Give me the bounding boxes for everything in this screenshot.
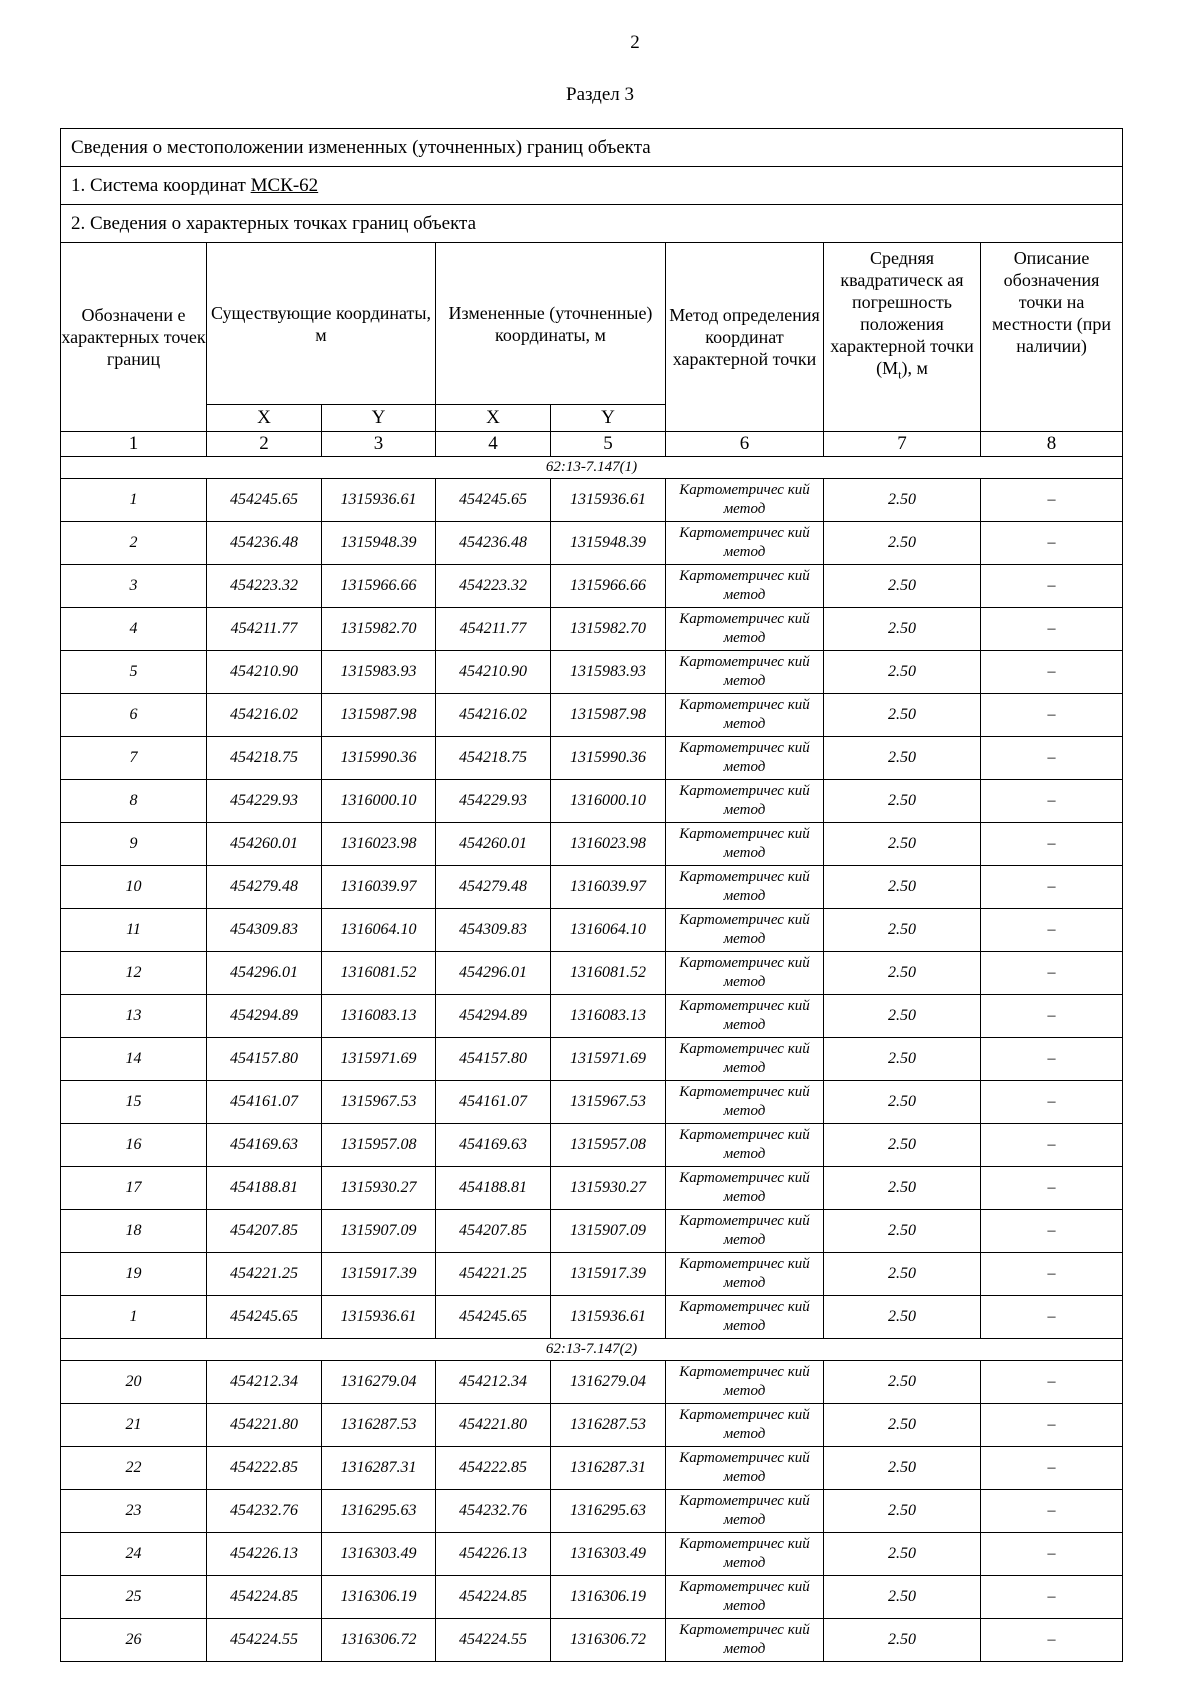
description-cell: – xyxy=(981,737,1123,780)
changed-y-cell: 1316287.31 xyxy=(551,1447,666,1490)
table-row xyxy=(61,1167,1123,1210)
changed-x-cell: 454309.83 xyxy=(436,909,551,952)
error-cell: 2.50 xyxy=(824,608,981,651)
existing-x-cell: 454188.81 xyxy=(207,1167,322,1210)
method-cell: Картометричес кий метод xyxy=(666,1038,824,1081)
method-cell: Картометричес кий метод xyxy=(666,1210,824,1253)
point-number-cell: 13 xyxy=(61,995,207,1038)
error-cell: 2.50 xyxy=(824,823,981,866)
method-cell: Картометричес кий метод xyxy=(666,866,824,909)
existing-x-cell: 454218.75 xyxy=(207,737,322,780)
point-number-cell: 17 xyxy=(61,1167,207,1210)
point-number-cell: 20 xyxy=(61,1361,207,1404)
column-number: 5 xyxy=(551,432,666,457)
existing-x-cell: 454211.77 xyxy=(207,608,322,651)
header-y-changed: Y xyxy=(551,405,666,432)
description-cell: – xyxy=(981,866,1123,909)
column-number: 7 xyxy=(824,432,981,457)
point-number-cell: 18 xyxy=(61,1210,207,1253)
table-row xyxy=(61,1447,1123,1490)
existing-x-cell: 454157.80 xyxy=(207,1038,322,1081)
method-cell: Картометричес кий метод xyxy=(666,608,824,651)
point-number-cell: 3 xyxy=(61,565,207,608)
changed-x-cell: 454245.65 xyxy=(436,1296,551,1339)
column-number: 4 xyxy=(436,432,551,457)
changed-x-cell: 454223.32 xyxy=(436,565,551,608)
description-cell: – xyxy=(981,1619,1123,1662)
table-row xyxy=(61,1533,1123,1576)
changed-x-cell: 454224.55 xyxy=(436,1619,551,1662)
column-number: 1 xyxy=(61,432,207,457)
header-mean-square-error xyxy=(824,243,981,432)
existing-y-cell: 1316303.49 xyxy=(322,1533,436,1576)
existing-y-cell: 1315917.39 xyxy=(322,1253,436,1296)
error-cell: 2.50 xyxy=(824,565,981,608)
point-number-cell: 21 xyxy=(61,1404,207,1447)
changed-y-cell: 1316081.52 xyxy=(551,952,666,995)
error-cell: 2.50 xyxy=(824,1619,981,1662)
table-row xyxy=(61,1253,1123,1296)
point-number-cell: 15 xyxy=(61,1081,207,1124)
table-row xyxy=(61,1576,1123,1619)
error-cell: 2.50 xyxy=(824,694,981,737)
changed-y-cell: 1316039.97 xyxy=(551,866,666,909)
changed-y-cell: 1315936.61 xyxy=(551,1296,666,1339)
description-cell: – xyxy=(981,909,1123,952)
changed-x-cell: 454236.48 xyxy=(436,522,551,565)
changed-y-cell: 1316083.13 xyxy=(551,995,666,1038)
existing-x-cell: 454245.65 xyxy=(207,479,322,522)
error-cell: 2.50 xyxy=(824,866,981,909)
point-number-cell: 16 xyxy=(61,1124,207,1167)
existing-x-cell: 454169.63 xyxy=(207,1124,322,1167)
info-row-title xyxy=(61,129,1123,167)
changed-x-cell: 454216.02 xyxy=(436,694,551,737)
point-number-cell: 4 xyxy=(61,608,207,651)
table-row xyxy=(61,694,1123,737)
table-row xyxy=(61,737,1123,780)
table-row xyxy=(61,823,1123,866)
existing-x-cell: 454232.76 xyxy=(207,1490,322,1533)
method-cell: Картометричес кий метод xyxy=(666,995,824,1038)
table-row xyxy=(61,608,1123,651)
changed-y-cell: 1315907.09 xyxy=(551,1210,666,1253)
method-cell: Картометричес кий метод xyxy=(666,1490,824,1533)
point-number-cell: 7 xyxy=(61,737,207,780)
column-number: 2 xyxy=(207,432,322,457)
changed-x-cell: 454161.07 xyxy=(436,1081,551,1124)
header-point-designation: Обозначени е характерных точек границ xyxy=(61,243,207,432)
parcel-group-row xyxy=(61,1339,1123,1361)
existing-y-cell: 1315971.69 xyxy=(322,1038,436,1081)
coord-system-cell xyxy=(61,167,1123,205)
changed-x-cell: 454169.63 xyxy=(436,1124,551,1167)
table-row xyxy=(61,909,1123,952)
changed-y-cell: 1315957.08 xyxy=(551,1124,666,1167)
existing-x-cell: 454224.85 xyxy=(207,1576,322,1619)
error-cell: 2.50 xyxy=(824,651,981,694)
existing-y-cell: 1316083.13 xyxy=(322,995,436,1038)
method-cell: Картометричес кий метод xyxy=(666,1576,824,1619)
column-numbers-row xyxy=(61,432,1123,457)
point-number-cell: 26 xyxy=(61,1619,207,1662)
changed-x-cell: 454188.81 xyxy=(436,1167,551,1210)
existing-y-cell: 1315930.27 xyxy=(322,1167,436,1210)
changed-x-cell: 454260.01 xyxy=(436,823,551,866)
changed-y-cell: 1316303.49 xyxy=(551,1533,666,1576)
existing-x-cell: 454229.93 xyxy=(207,780,322,823)
description-cell: – xyxy=(981,1533,1123,1576)
existing-y-cell: 1315948.39 xyxy=(322,522,436,565)
existing-x-cell: 454223.32 xyxy=(207,565,322,608)
existing-x-cell: 454222.85 xyxy=(207,1447,322,1490)
table-row xyxy=(61,522,1123,565)
method-cell: Картометричес кий метод xyxy=(666,780,824,823)
changed-y-cell: 1316023.98 xyxy=(551,823,666,866)
changed-x-cell: 454232.76 xyxy=(436,1490,551,1533)
header-row xyxy=(61,243,1123,405)
error-cell: 2.50 xyxy=(824,479,981,522)
existing-y-cell: 1316279.04 xyxy=(322,1361,436,1404)
header-error-suffix: ), м xyxy=(901,358,928,378)
method-cell: Картометричес кий метод xyxy=(666,1361,824,1404)
method-cell: Картометричес кий метод xyxy=(666,1253,824,1296)
existing-y-cell: 1316000.10 xyxy=(322,780,436,823)
existing-x-cell: 454212.34 xyxy=(207,1361,322,1404)
description-cell: – xyxy=(981,1576,1123,1619)
existing-x-cell: 454294.89 xyxy=(207,995,322,1038)
table-row xyxy=(61,1081,1123,1124)
changed-x-cell: 454207.85 xyxy=(436,1210,551,1253)
existing-x-cell: 454279.48 xyxy=(207,866,322,909)
error-cell: 2.50 xyxy=(824,1124,981,1167)
table-row xyxy=(61,479,1123,522)
description-cell: – xyxy=(981,522,1123,565)
description-cell: – xyxy=(981,1253,1123,1296)
error-cell: 2.50 xyxy=(824,909,981,952)
section-title: Раздел 3 xyxy=(566,84,634,105)
error-cell: 2.50 xyxy=(824,952,981,995)
changed-x-cell: 454221.25 xyxy=(436,1253,551,1296)
description-cell: – xyxy=(981,1490,1123,1533)
error-cell: 2.50 xyxy=(824,1038,981,1081)
header-existing-coords: Существующие координаты, м xyxy=(207,243,436,405)
table-row xyxy=(61,1038,1123,1081)
existing-y-cell: 1316287.53 xyxy=(322,1404,436,1447)
description-cell: – xyxy=(981,565,1123,608)
changed-y-cell: 1315990.36 xyxy=(551,737,666,780)
description-cell: – xyxy=(981,1124,1123,1167)
method-cell: Картометричес кий метод xyxy=(666,694,824,737)
point-number-cell: 14 xyxy=(61,1038,207,1081)
header-x-existing: X xyxy=(207,405,322,432)
changed-y-cell: 1315983.93 xyxy=(551,651,666,694)
changed-y-cell: 1316306.72 xyxy=(551,1619,666,1662)
existing-y-cell: 1316306.19 xyxy=(322,1576,436,1619)
header-error-sub: t xyxy=(898,367,902,382)
description-cell: – xyxy=(981,1038,1123,1081)
existing-y-cell: 1316039.97 xyxy=(322,866,436,909)
point-number-cell: 6 xyxy=(61,694,207,737)
column-number: 6 xyxy=(666,432,824,457)
method-cell: Картометричес кий метод xyxy=(666,1447,824,1490)
existing-x-cell: 454221.80 xyxy=(207,1404,322,1447)
existing-x-cell: 454210.90 xyxy=(207,651,322,694)
column-number: 3 xyxy=(322,432,436,457)
changed-x-cell: 454210.90 xyxy=(436,651,551,694)
error-cell: 2.50 xyxy=(824,780,981,823)
error-cell: 2.50 xyxy=(824,1167,981,1210)
changed-y-cell: 1316279.04 xyxy=(551,1361,666,1404)
changed-y-cell: 1315948.39 xyxy=(551,522,666,565)
parcel-group-row xyxy=(61,457,1123,479)
existing-y-cell: 1315936.61 xyxy=(322,1296,436,1339)
method-cell: Картометричес кий метод xyxy=(666,1296,824,1339)
point-number-cell: 11 xyxy=(61,909,207,952)
existing-x-cell: 454226.13 xyxy=(207,1533,322,1576)
changed-x-cell: 454294.89 xyxy=(436,995,551,1038)
point-number-cell: 25 xyxy=(61,1576,207,1619)
existing-y-cell: 1315957.08 xyxy=(322,1124,436,1167)
description-cell: – xyxy=(981,1167,1123,1210)
error-cell: 2.50 xyxy=(824,1404,981,1447)
error-cell: 2.50 xyxy=(824,1447,981,1490)
info-row-points xyxy=(61,205,1123,243)
method-cell: Картометричес кий метод xyxy=(666,1167,824,1210)
description-cell: – xyxy=(981,608,1123,651)
existing-x-cell: 454161.07 xyxy=(207,1081,322,1124)
method-cell: Картометричес кий метод xyxy=(666,909,824,952)
error-cell: 2.50 xyxy=(824,737,981,780)
existing-x-cell: 454221.25 xyxy=(207,1253,322,1296)
table-row xyxy=(61,1210,1123,1253)
error-cell: 2.50 xyxy=(824,1490,981,1533)
table-row xyxy=(61,651,1123,694)
changed-x-cell: 454218.75 xyxy=(436,737,551,780)
point-number-cell: 1 xyxy=(61,1296,207,1339)
header-y-existing: Y xyxy=(322,405,436,432)
info-title: Сведения о местоположении измененных (уточненных) границ объекта xyxy=(61,129,1123,167)
existing-y-cell: 1315987.98 xyxy=(322,694,436,737)
existing-x-cell: 454216.02 xyxy=(207,694,322,737)
existing-y-cell: 1315907.09 xyxy=(322,1210,436,1253)
error-cell: 2.50 xyxy=(824,522,981,565)
point-number-cell: 5 xyxy=(61,651,207,694)
point-number-cell: 2 xyxy=(61,522,207,565)
table-row xyxy=(61,1404,1123,1447)
existing-x-cell: 454207.85 xyxy=(207,1210,322,1253)
method-cell: Картометричес кий метод xyxy=(666,952,824,995)
changed-x-cell: 454157.80 xyxy=(436,1038,551,1081)
existing-y-cell: 1316064.10 xyxy=(322,909,436,952)
description-cell: – xyxy=(981,1447,1123,1490)
method-cell: Картометричес кий метод xyxy=(666,823,824,866)
table-row xyxy=(61,780,1123,823)
description-cell: – xyxy=(981,995,1123,1038)
coord-system-value: МСК-62 xyxy=(250,174,319,196)
changed-y-cell: 1315966.66 xyxy=(551,565,666,608)
existing-y-cell: 1315990.36 xyxy=(322,737,436,780)
existing-y-cell: 1315983.93 xyxy=(322,651,436,694)
point-number-cell: 19 xyxy=(61,1253,207,1296)
table-row xyxy=(61,1490,1123,1533)
point-number-cell: 1 xyxy=(61,479,207,522)
error-cell: 2.50 xyxy=(824,1253,981,1296)
point-number-cell: 23 xyxy=(61,1490,207,1533)
header-error-prefix: Средняя квадратическ ая погрешность положения характерной точки (M xyxy=(830,248,974,378)
method-cell: Картометричес кий метод xyxy=(666,565,824,608)
table-row xyxy=(61,1296,1123,1339)
changed-x-cell: 454296.01 xyxy=(436,952,551,995)
existing-x-cell: 454309.83 xyxy=(207,909,322,952)
point-number-cell: 9 xyxy=(61,823,207,866)
changed-y-cell: 1315982.70 xyxy=(551,608,666,651)
existing-y-cell: 1315966.66 xyxy=(322,565,436,608)
point-number-cell: 24 xyxy=(61,1533,207,1576)
method-cell: Картометричес кий метод xyxy=(666,479,824,522)
method-cell: Картометричес кий метод xyxy=(666,1404,824,1447)
column-number: 8 xyxy=(981,432,1123,457)
changed-y-cell: 1315987.98 xyxy=(551,694,666,737)
existing-y-cell: 1315936.61 xyxy=(322,479,436,522)
existing-y-cell: 1316306.72 xyxy=(322,1619,436,1662)
changed-x-cell: 454279.48 xyxy=(436,866,551,909)
changed-y-cell: 1316306.19 xyxy=(551,1576,666,1619)
existing-y-cell: 1315967.53 xyxy=(322,1081,436,1124)
changed-y-cell: 1316064.10 xyxy=(551,909,666,952)
header-changed-coords: Измененные (уточненные) координаты, м xyxy=(436,243,666,405)
existing-y-cell: 1315982.70 xyxy=(322,608,436,651)
changed-x-cell: 454222.85 xyxy=(436,1447,551,1490)
description-cell: – xyxy=(981,823,1123,866)
boundary-points-table xyxy=(60,128,1123,1662)
existing-x-cell: 454245.65 xyxy=(207,1296,322,1339)
error-cell: 2.50 xyxy=(824,1533,981,1576)
description-cell: – xyxy=(981,1404,1123,1447)
description-cell: – xyxy=(981,651,1123,694)
point-number-cell: 8 xyxy=(61,780,207,823)
error-cell: 2.50 xyxy=(824,1361,981,1404)
changed-x-cell: 454224.85 xyxy=(436,1576,551,1619)
method-cell: Картометричес кий метод xyxy=(666,1619,824,1662)
existing-y-cell: 1316295.63 xyxy=(322,1490,436,1533)
page-number: 2 xyxy=(630,32,640,53)
method-cell: Картометричес кий метод xyxy=(666,737,824,780)
changed-x-cell: 454229.93 xyxy=(436,780,551,823)
existing-x-cell: 454236.48 xyxy=(207,522,322,565)
error-cell: 2.50 xyxy=(824,1210,981,1253)
method-cell: Картометричес кий метод xyxy=(666,651,824,694)
description-cell: – xyxy=(981,694,1123,737)
method-cell: Картометричес кий метод xyxy=(666,1081,824,1124)
header-x-changed: X xyxy=(436,405,551,432)
table-row xyxy=(61,1124,1123,1167)
table-row xyxy=(61,866,1123,909)
table-row xyxy=(61,565,1123,608)
description-cell: – xyxy=(981,1210,1123,1253)
table-body xyxy=(61,129,1123,1662)
changed-y-cell: 1315967.53 xyxy=(551,1081,666,1124)
existing-y-cell: 1316081.52 xyxy=(322,952,436,995)
description-cell: – xyxy=(981,479,1123,522)
parcel-group-label: 62:13-7.147(1) xyxy=(61,457,1123,479)
changed-y-cell: 1315917.39 xyxy=(551,1253,666,1296)
changed-y-cell: 1316287.53 xyxy=(551,1404,666,1447)
existing-x-cell: 454224.55 xyxy=(207,1619,322,1662)
points-label: 2. Сведения о характерных точках границ объекта xyxy=(61,205,1123,243)
changed-x-cell: 454211.77 xyxy=(436,608,551,651)
method-cell: Картометричес кий метод xyxy=(666,1533,824,1576)
changed-x-cell: 454245.65 xyxy=(436,479,551,522)
table-row xyxy=(61,952,1123,995)
point-number-cell: 10 xyxy=(61,866,207,909)
existing-x-cell: 454296.01 xyxy=(207,952,322,995)
description-cell: – xyxy=(981,952,1123,995)
error-cell: 2.50 xyxy=(824,1081,981,1124)
point-number-cell: 22 xyxy=(61,1447,207,1490)
description-cell: – xyxy=(981,780,1123,823)
table-row xyxy=(61,1361,1123,1404)
description-cell: – xyxy=(981,1361,1123,1404)
changed-y-cell: 1315930.27 xyxy=(551,1167,666,1210)
coord-system-label: 1. Система координат xyxy=(71,174,251,196)
existing-x-cell: 454260.01 xyxy=(207,823,322,866)
parcel-group-label: 62:13-7.147(2) xyxy=(61,1339,1123,1361)
method-cell: Картометричес кий метод xyxy=(666,522,824,565)
error-cell: 2.50 xyxy=(824,1576,981,1619)
error-cell: 2.50 xyxy=(824,1296,981,1339)
description-cell: – xyxy=(981,1296,1123,1339)
info-row-coord-system xyxy=(61,167,1123,205)
header-description: Описание обозначения точки на местности (при наличии) xyxy=(981,243,1123,432)
header-method: Метод определения координат характерной точки xyxy=(666,243,824,432)
point-number-cell: 12 xyxy=(61,952,207,995)
table-row xyxy=(61,1619,1123,1662)
existing-y-cell: 1316023.98 xyxy=(322,823,436,866)
error-cell: 2.50 xyxy=(824,995,981,1038)
description-cell: – xyxy=(981,1081,1123,1124)
changed-x-cell: 454226.13 xyxy=(436,1533,551,1576)
changed-y-cell: 1316295.63 xyxy=(551,1490,666,1533)
changed-y-cell: 1316000.10 xyxy=(551,780,666,823)
changed-x-cell: 454212.34 xyxy=(436,1361,551,1404)
existing-y-cell: 1316287.31 xyxy=(322,1447,436,1490)
method-cell: Картометричес кий метод xyxy=(666,1124,824,1167)
table-row xyxy=(61,995,1123,1038)
changed-y-cell: 1315971.69 xyxy=(551,1038,666,1081)
changed-y-cell: 1315936.61 xyxy=(551,479,666,522)
changed-x-cell: 454221.80 xyxy=(436,1404,551,1447)
